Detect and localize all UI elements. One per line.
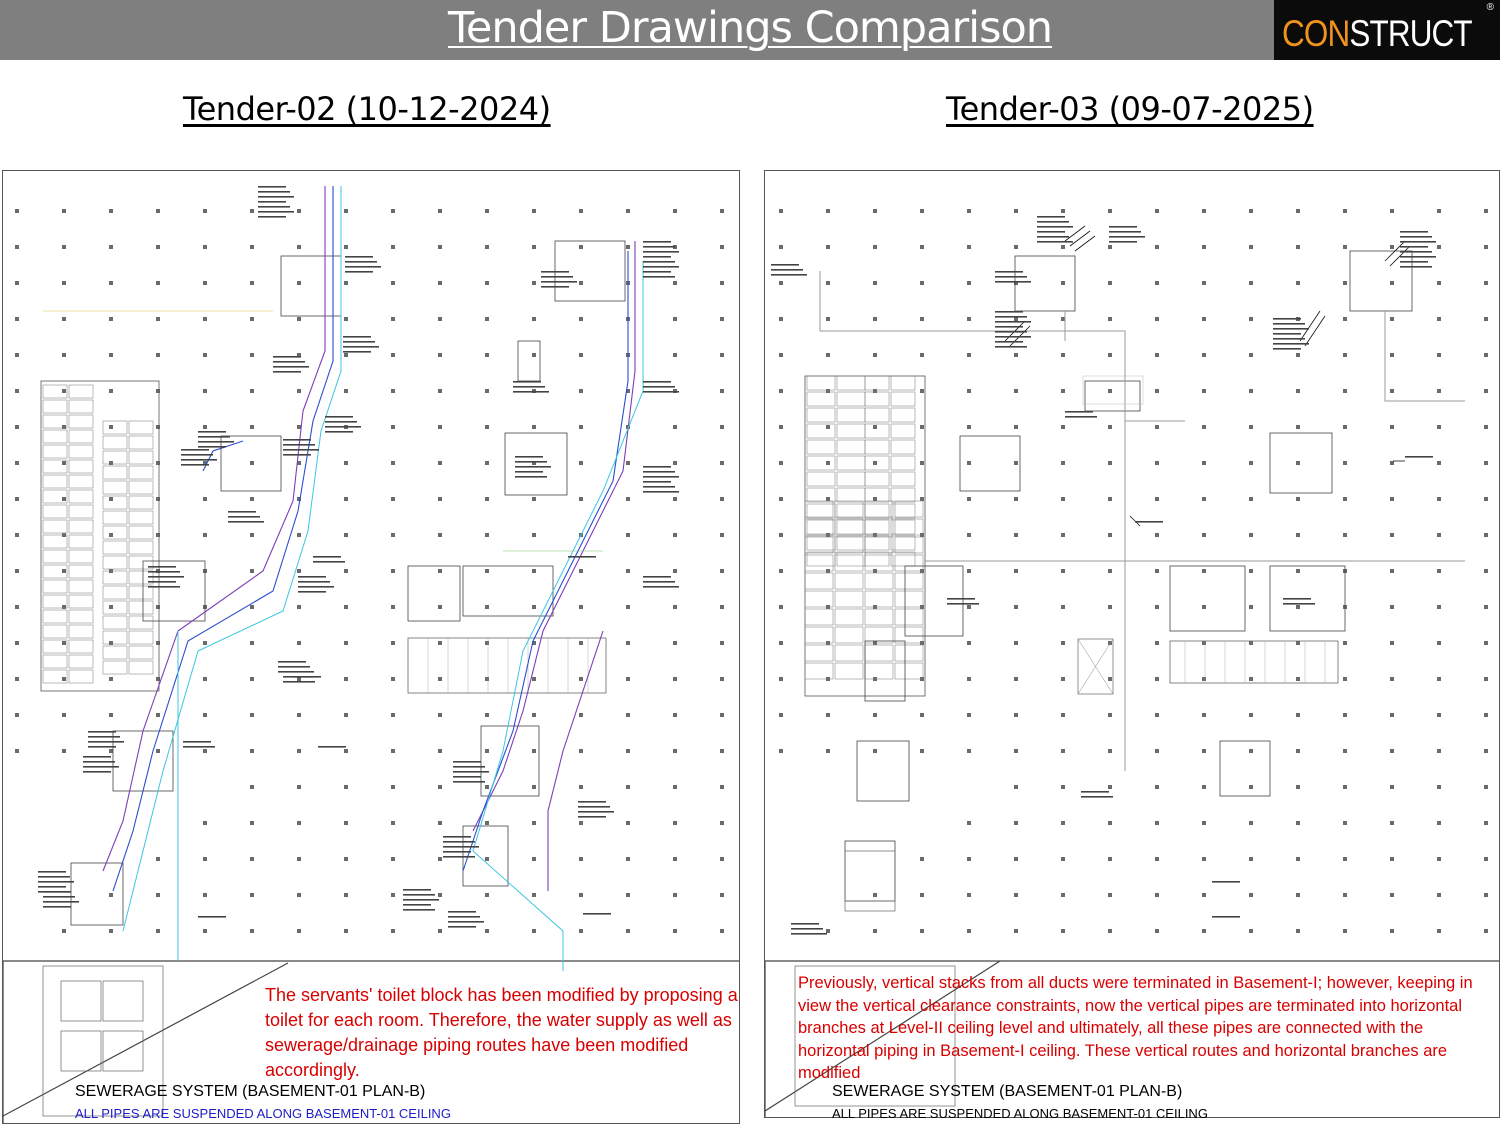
left-panel-subcaption: ALL PIPES ARE SUSPENDED ALONG BASEMENT-01 CEILING — [75, 1106, 451, 1121]
right-panel-note: Previously, vertical stacks from all ducts were terminated in Basement-I; however, keeping in view the vertical clearance constraints, now the vertical pipes are terminated into horizontal branches at Level-II ceiling level and ultimately, all these pipes are connected with the horizontal piping in Basement-I ceiling. These vertical routes and horizontal branches are modified — [798, 974, 1473, 1082]
left-panel-caption: SEWERAGE SYSTEM (BASEMENT-01 PLAN-B) — [75, 1083, 426, 1100]
header-bar — [0, 0, 1500, 60]
page-title: Tender Drawings Comparison — [447, 3, 1053, 53]
right-panel-subcaption: ALL PIPES ARE SUSPENDED ALONG BASEMENT-01 CEILING — [832, 1106, 1208, 1121]
right-panel-caption: SEWERAGE SYSTEM (BASEMENT-01 PLAN-B) — [832, 1083, 1183, 1100]
construct-logo — [1274, 0, 1500, 60]
logo-text: CONSTRUCT — [1282, 13, 1472, 54]
right-panel-title: Tender-03 (09-07-2025) — [946, 90, 1314, 128]
left-panel-note: The servants' toilet block has been modified by proposing a toilet for each room. Therefore, the water supply as well as sewerage/drainage piping routes have been modified accordingly. — [265, 985, 738, 1080]
left-drawing — [2, 170, 740, 1124]
left-plan-svg — [3, 171, 739, 1123]
registered-mark: ® — [1486, 2, 1494, 13]
left-panel-title: Tender-02 (10-12-2024) — [183, 90, 551, 128]
